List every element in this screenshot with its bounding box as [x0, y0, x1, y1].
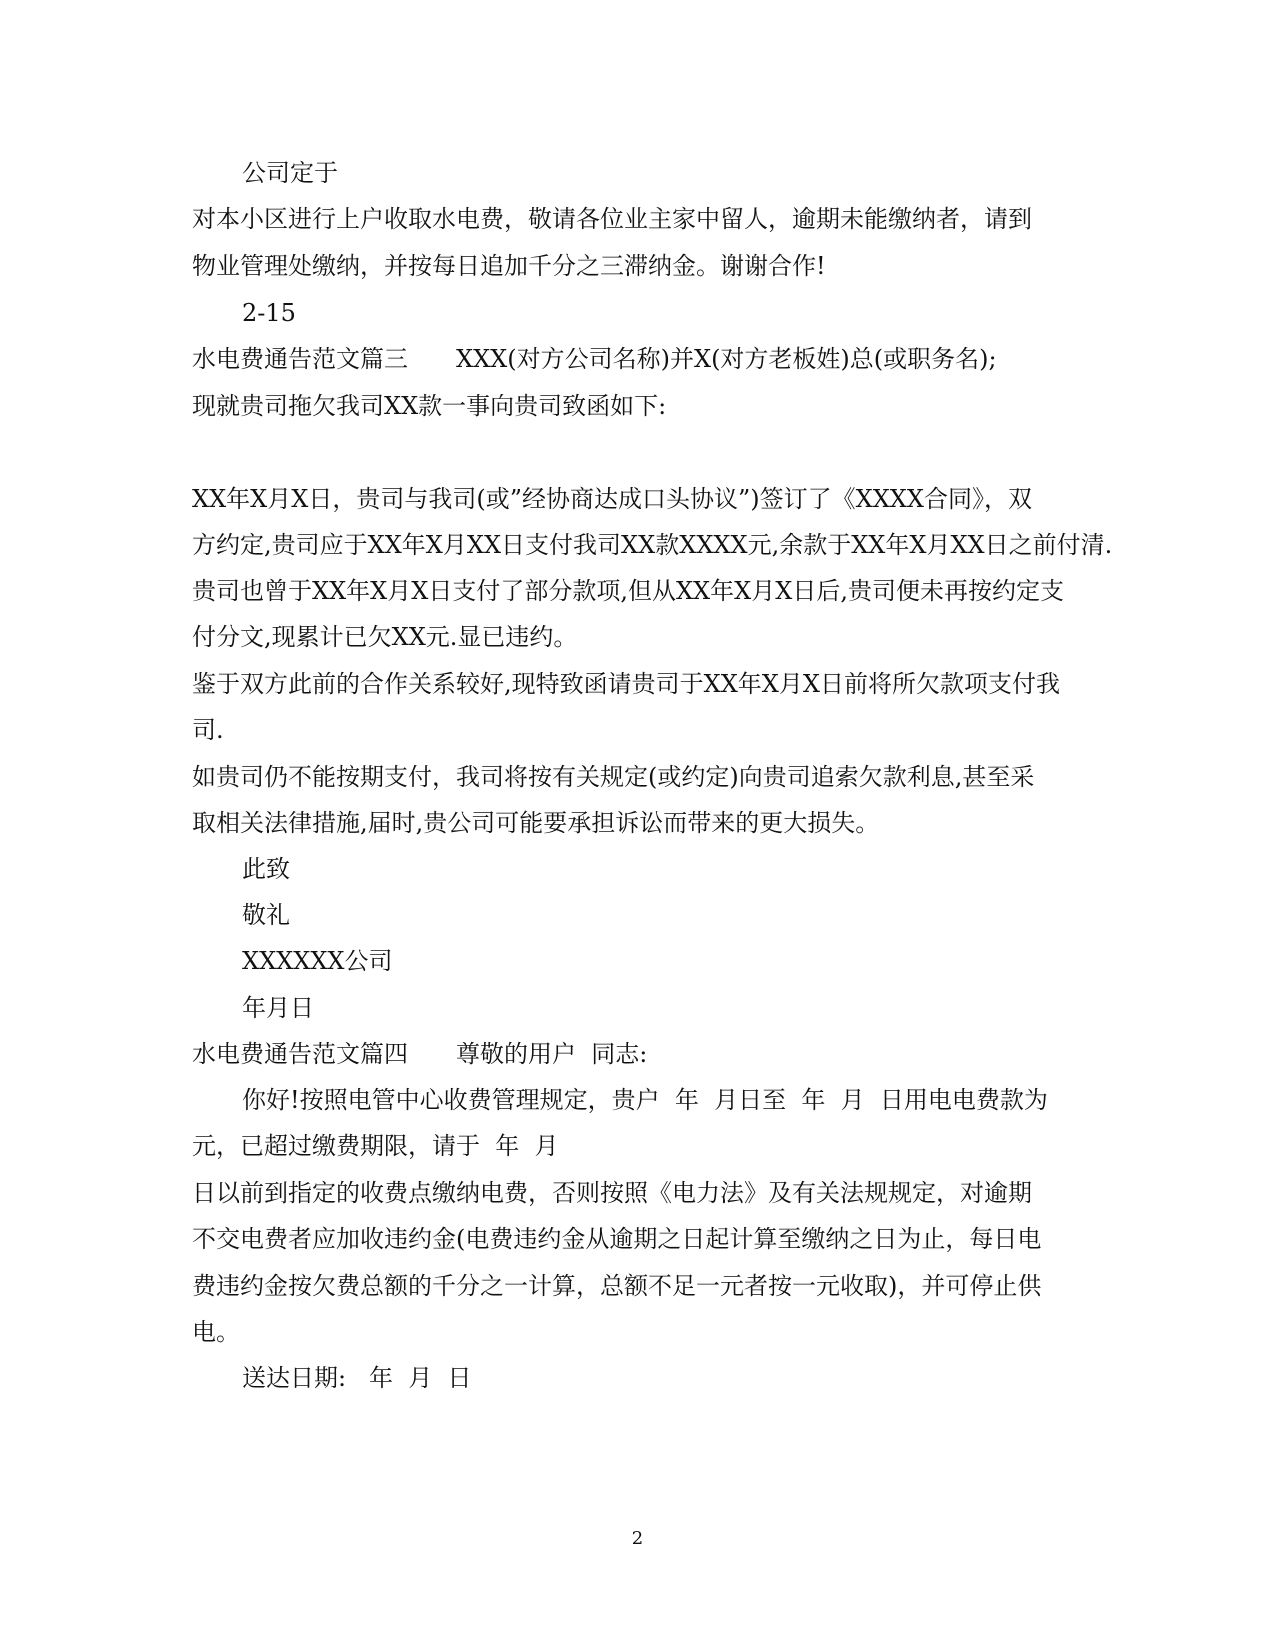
text-line: 你好!按照电管中心收费管理规定，贵户 年 月日至 年 月 日用电电费款为: [242, 1086, 1048, 1114]
text-line: 电。: [192, 1318, 240, 1346]
text-line: 付分文,现累计已欠XX元.显已违约。: [192, 623, 578, 651]
text-line: 方约定,贵司应于XX年X月XX日支付我司XX款XXXX元,余款于XX年X月XX日之前付清.: [192, 531, 1113, 559]
text-line: 如贵司仍不能按期支付，我司将按有关规定(或约定)向贵司追索欠款利息,甚至采: [192, 763, 1035, 791]
text-line: 贵司也曾于XX年X月X日支付了部分款项,但从XX年X月X日后,贵司便未再按约定支: [192, 577, 1064, 605]
closing-line: 敬礼: [242, 901, 290, 929]
text-line: 物业管理处缴纳，并按每日追加千分之三滞纳金。谢谢合作!: [192, 252, 826, 280]
signature-date: 年月日: [242, 994, 314, 1022]
text-line: 鉴于双方此前的合作关系较好,现特致函请贵司于XX年X月X日前将所欠款项支付我: [192, 670, 1060, 698]
text-line: 对本小区进行上户收取水电费，敬请各位业主家中留人，逾期未能缴纳者，请到: [192, 205, 1032, 233]
text-line: 2-15: [242, 299, 296, 327]
text-line: 不交电费者应加收违约金(电费违约金从逾期之日起计算至缴纳之日为止，每日电: [192, 1225, 1042, 1253]
text-line: 费违约金按欠费总额的千分之一计算，总额不足一元者按一元收取)，并可停止供: [192, 1272, 1042, 1300]
text-line: XX年X月X日，贵司与我司(或”经协商达成口头协议”)签订了《XXXX合同》，双: [192, 485, 1032, 513]
delivery-date-line: 送达日期: 年 月 日: [242, 1364, 472, 1392]
signature-company: XXXXXX公司: [242, 947, 393, 975]
section-heading-line: 水电费通告范文篇三 XXX(对方公司名称)并X(对方老板姓)总(或职务名);: [192, 345, 997, 373]
text-line: 元，已超过缴费期限，请于 年 月: [192, 1132, 559, 1160]
text-line: 司.: [192, 716, 224, 744]
section-heading-line: 水电费通告范文篇四 尊敬的用户 同志:: [192, 1040, 648, 1068]
text-line: 取相关法律措施,届时,贵公司可能要承担诉讼而带来的更大损失。: [192, 809, 880, 837]
closing-line: 此致: [242, 855, 290, 883]
text-line: 现就贵司拖欠我司XX款一事向贵司致函如下:: [192, 392, 667, 420]
text-line: 公司定于: [242, 159, 338, 187]
page-number: 2: [631, 1528, 644, 1549]
text-line: 日以前到指定的收费点缴纳电费，否则按照《电力法》及有关法规规定，对逾期: [192, 1179, 1032, 1207]
